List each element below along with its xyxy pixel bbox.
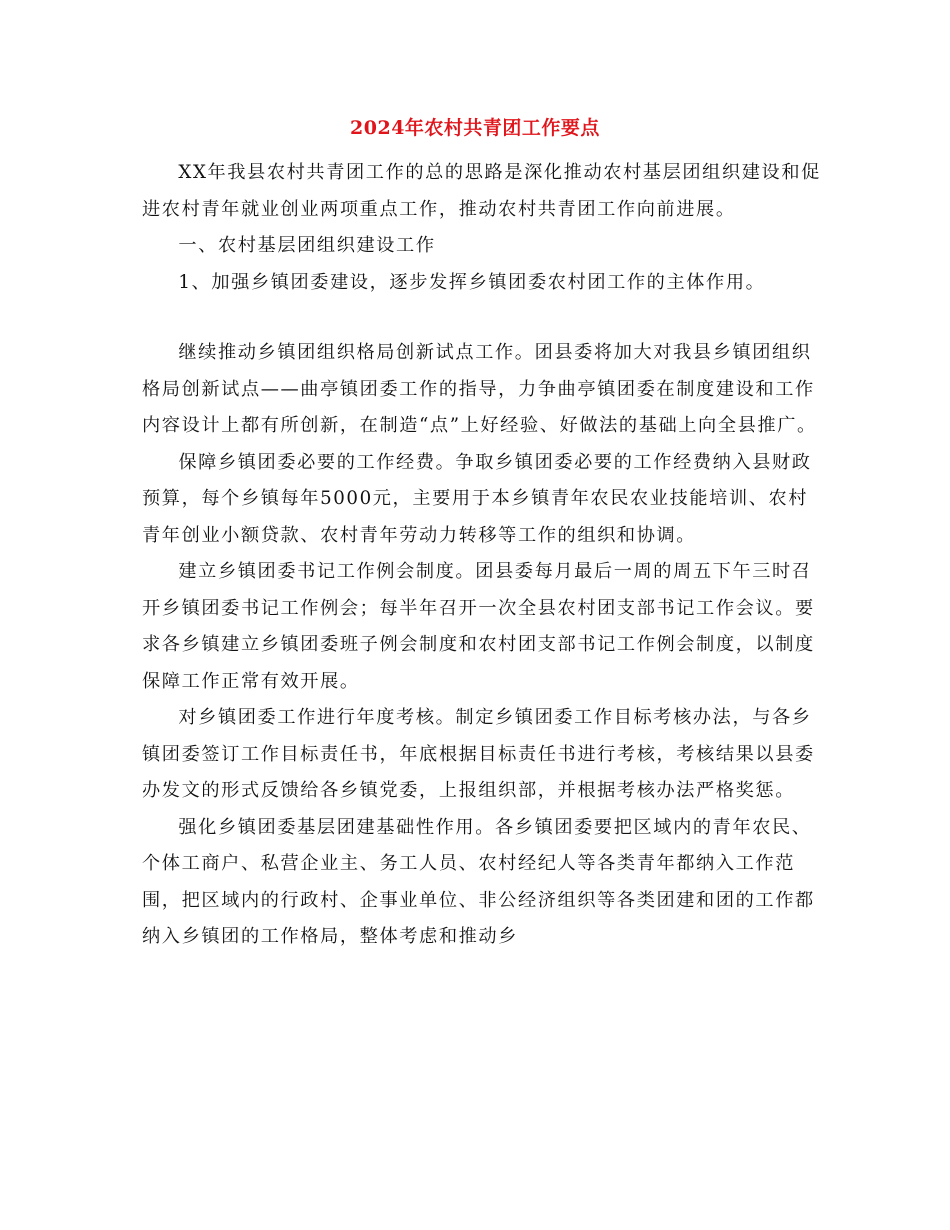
paragraph-funding: 保障乡镇团委必要的工作经费。争取乡镇团委必要的工作经费纳入县财政预算，每个乡镇每年5000元，主要用于本乡镇青年农民农业技能培训、农村青年创业小额贷款、农村青年劳动力转移等工作的组织和协调。 bbox=[142, 451, 812, 546]
document-title: 2024年农村共青团工作要点 bbox=[350, 117, 600, 139]
paragraph-foundation: 强化乡镇团委基层团建基础性作用。各乡镇团委要把区域内的青年农民、个体工商户、私营企业主、务工人员、农村经纪人等各类青年都纳入工作范围，把区域内的行政村、企事业单位、非公经济组织等各类团建和团的工作都纳入乡镇团的工作格局，整体考虑和推动乡 bbox=[142, 816, 815, 947]
document-body bbox=[142, 155, 822, 956]
paragraph-assessment: 对乡镇团委工作进行年度考核。制定乡镇团委工作目标考核办法，与各乡镇团委签订工作目标责任书，年底根据目标责任书进行考核，考核结果以县委办发文的形式反馈给各乡镇党委，上报组织部，并根据考核办法严格奖惩。 bbox=[142, 707, 815, 801]
paragraph-intro: XX年我县农村共青团工作的总的思路是深化推动农村基层团组织建设和促进农村青年就业创业两项重点工作，推动农村共青团工作向前进展。 bbox=[142, 162, 821, 220]
subsection-heading-1: 1、加强乡镇团委建设，逐步发挥乡镇团委农村团工作的主体作用。 bbox=[178, 271, 766, 293]
section-heading-1: 一、农村基层团组织建设工作 bbox=[178, 235, 436, 256]
paragraph-meetings: 建立乡镇团委书记工作例会制度。团县委每月最后一周的周五下午三时召开乡镇团委书记工作例会；每半年召开一次全县农村团支部书记工作会议。要求各乡镇建立乡镇团委班子例会制度和农村团支部书记工作例会制度，以制度保障工作正常有效开展。 bbox=[142, 561, 815, 692]
paragraph-pilot: 继续推动乡镇团组织格局创新试点工作。团县委将加大对我县乡镇团组织格局创新试点——曲亭镇团委工作的指导，力争曲亭镇团委在制度建设和工作内容设计上都有所创新，在制造“点”上好经验、好做法的基础上向全县推广。 bbox=[142, 342, 817, 436]
